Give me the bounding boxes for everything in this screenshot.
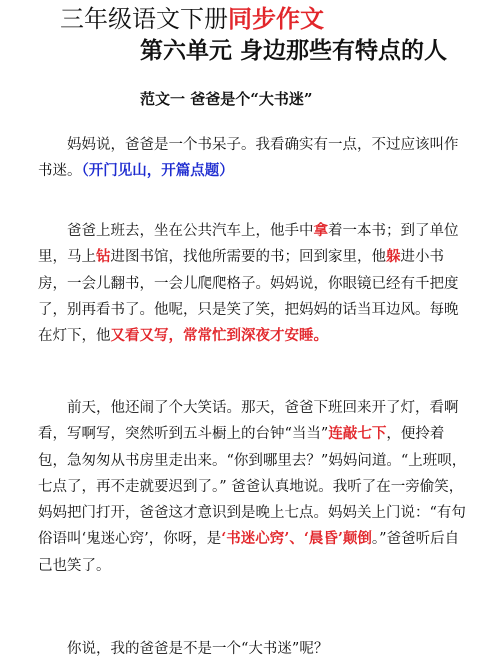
paragraph-2-text-c: 进图书馆，找他所需要的书；回到家里，他: [110, 249, 386, 266]
unit-title: 第六单元 身边那些有特点的人: [140, 37, 448, 64]
essay-title: 范文一 爸爸是个“大书迷”: [140, 90, 313, 108]
paragraph-3-text-b: ，便拎着包，急匆匆从书房里走出来。“你到哪里去？”妈妈问道。“上班呗，七点了，再不走就要迟到了。” 爸爸认真地说。我听了在一旁偷笑，妈妈把门打开，爸爸这才意识到是晚上七点。妈妈关上门说：“有句俗语叫‘鬼迷心窍’，你呀，是: [38, 426, 467, 548]
series-title: [60, 4, 324, 34]
highlight-sentence: 又看又写，常常忙到深夜才安睡。: [110, 327, 328, 345]
paragraph-3-text-c: 。”爸爸听后自己也笑了。: [38, 531, 460, 574]
paragraph-4: [38, 636, 470, 662]
highlight-verb-duo: 躲: [386, 248, 401, 266]
highlight-verb-zuan: 钻: [96, 248, 111, 266]
highlight-verb-na: 拿: [313, 222, 328, 239]
highlight-phrase-idiom: ‘书迷心窍’、‘晨昏’颠倒: [221, 530, 372, 548]
paragraph-4-text: 你说，我的爸爸是不是一个“大书迷”呢？: [67, 641, 329, 657]
paragraph-2: [38, 218, 470, 349]
paragraph-2-text-a: 爸爸上班去，坐在公共汽车上，他手中: [67, 223, 314, 239]
paragraph-3: [38, 395, 470, 579]
paragraph-2-text-b: 着一本书；到了单位里，马上: [38, 223, 459, 266]
paragraph-1: [38, 132, 470, 185]
highlight-phrase-clock: 连敲七下: [328, 425, 387, 443]
paragraph-2-text-d: 进小书房，一会儿翻书，一会儿爬爬格子。妈妈说，你眼镜已经有千把度了，别再看书了。他呢，只是笑了笑，把妈妈的话当耳边风。每晚在灯下，他: [38, 249, 459, 345]
paragraph-3-text-a: 前天，他还闹了个大笑话。那天，爸爸下班回来开了灯，看啊看，写啊写，突然听到五斗橱上的台钟“当当”: [38, 400, 459, 443]
series-title-black: 三年级语文下册: [60, 5, 228, 33]
comment-note: （开门见山，开篇点题）: [81, 162, 234, 180]
paragraph-1-text: 妈妈说，爸爸是一个书呆子。我看确实有一点，不过应该叫作书迷。: [38, 137, 459, 180]
series-title-red: 同步作文: [228, 4, 324, 33]
